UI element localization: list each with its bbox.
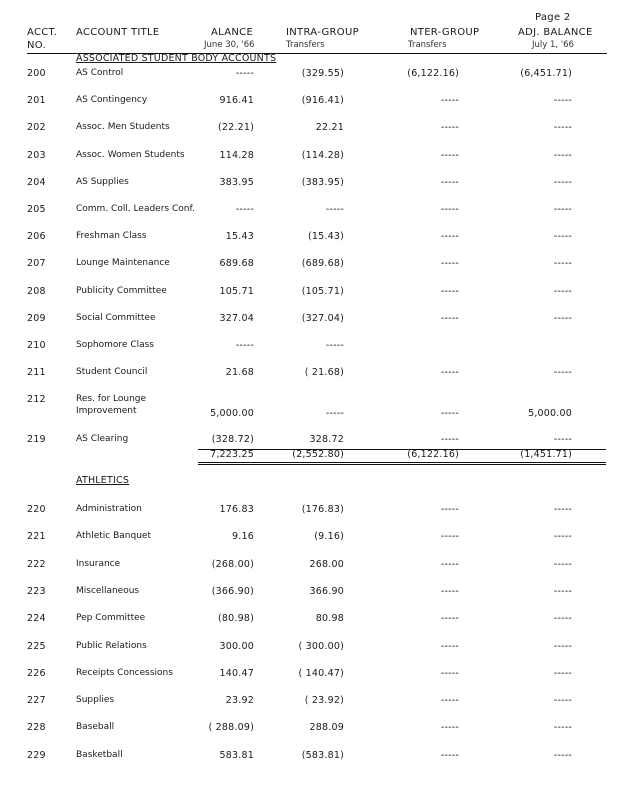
- cell-intra: -----: [325, 408, 344, 420]
- cell-intra: 268.00: [309, 558, 344, 570]
- cell-adj: -----: [553, 149, 572, 161]
- cell-no: 223: [27, 585, 46, 597]
- cell-balance: (80.98): [217, 613, 254, 625]
- cell-intra: (689.68): [301, 258, 344, 270]
- cell-adj: -----: [553, 367, 572, 379]
- cell-title: Receipts Concessions: [76, 667, 173, 678]
- cell-inter: -----: [440, 204, 459, 215]
- cell-inter: -----: [440, 176, 459, 188]
- cell-adj: 5,000.00: [528, 408, 572, 420]
- cell-balance: -----: [235, 340, 254, 351]
- cell-no: 201: [27, 95, 46, 107]
- cell-title: Miscellaneous: [76, 585, 140, 596]
- cell-adj: -----: [553, 722, 572, 734]
- cell-title: Social Committee: [76, 312, 156, 323]
- cell-title: Assoc. Men Students: [76, 122, 170, 133]
- cell-intra: (9.16): [314, 531, 344, 543]
- cell-inter: -----: [440, 149, 459, 161]
- cell-adj: -----: [553, 433, 572, 445]
- cell-adj: -----: [553, 231, 572, 243]
- section-title-asb: ASSOCIATED STUDENT BODY ACCOUNTS: [76, 53, 277, 64]
- cell-intra: 288.09: [309, 722, 344, 734]
- cell-adj: -----: [553, 558, 572, 570]
- cell-adj: -----: [553, 258, 572, 270]
- cell-title: Insurance: [76, 558, 121, 569]
- cell-title: Student Council: [76, 367, 148, 378]
- total-adj: (1,451.71): [520, 449, 572, 460]
- cell-no: 208: [27, 285, 46, 297]
- cell-intra: (383.95): [301, 176, 344, 188]
- cell-intra: (114.28): [301, 149, 344, 161]
- cell-no: 211: [27, 367, 46, 379]
- header-adj-balance: ADJ. BALANCE: [518, 27, 593, 38]
- cell-inter: -----: [440, 408, 459, 420]
- cell-no: 207: [27, 258, 46, 270]
- cell-no: 204: [27, 176, 46, 188]
- cell-inter: -----: [440, 558, 459, 570]
- cell-inter: -----: [440, 433, 459, 445]
- cell-adj: -----: [553, 122, 572, 134]
- cell-title: AS Supplies: [76, 176, 129, 187]
- cell-inter: -----: [440, 367, 459, 379]
- cell-title: Baseball: [76, 722, 115, 733]
- cell-title: Pep Committee: [76, 613, 146, 624]
- cell-no: 219: [27, 433, 46, 445]
- cell-title: Publicity Committee: [76, 285, 167, 296]
- cell-no: 220: [27, 504, 46, 515]
- cell-adj: -----: [553, 176, 572, 188]
- cell-adj: -----: [553, 204, 572, 215]
- cell-intra: 366.90: [309, 585, 344, 597]
- cell-intra: (916.41): [301, 95, 344, 107]
- cell-balance: 583.81: [219, 749, 254, 761]
- cell-balance: 300.00: [219, 640, 254, 652]
- cell-balance: (268.00): [211, 558, 254, 570]
- cell-adj: -----: [553, 749, 572, 761]
- cell-adj: -----: [553, 585, 572, 597]
- cell-adj: -----: [553, 95, 572, 107]
- cell-adj: -----: [553, 531, 572, 543]
- cell-title: AS Clearing: [76, 433, 129, 444]
- cell-inter: -----: [440, 95, 459, 107]
- header-balance-date: June 30, '66: [204, 40, 255, 50]
- cell-intra: (105.71): [301, 285, 344, 297]
- totals-rule-bottom-2: [198, 464, 606, 465]
- cell-balance: (22.21): [217, 122, 254, 134]
- cell-title: AS Control: [76, 68, 124, 78]
- cell-adj: -----: [553, 285, 572, 297]
- header-balance: ALANCE: [211, 27, 254, 38]
- cell-inter: -----: [440, 504, 459, 515]
- cell-inter: -----: [440, 667, 459, 679]
- cell-intra: 328.72: [309, 433, 344, 445]
- cell-no: 227: [27, 695, 46, 707]
- cell-balance: 114.28: [219, 149, 254, 161]
- header-account-title: ACCOUNT TITLE: [76, 27, 160, 38]
- cell-no: 200: [27, 68, 46, 79]
- header-intra-group: INTRA-GROUP: [286, 27, 359, 38]
- header-inter-group: NTER-GROUP: [410, 27, 480, 38]
- cell-title: Res. for Lounge: [76, 394, 147, 405]
- cell-title: Athletic Banquet: [76, 531, 151, 542]
- cell-balance: -----: [235, 204, 254, 215]
- cell-intra: ( 23.92): [304, 695, 344, 707]
- cell-adj: -----: [553, 504, 572, 515]
- cell-no: 225: [27, 640, 46, 652]
- cell-adj: -----: [553, 613, 572, 625]
- cell-balance: 383.95: [219, 176, 254, 188]
- cell-intra: ( 140.47): [298, 667, 344, 679]
- cell-title: AS Contingency: [76, 95, 148, 106]
- cell-title: Supplies: [76, 695, 115, 706]
- cell-no: 226: [27, 667, 46, 679]
- cell-inter: -----: [440, 585, 459, 597]
- cell-balance: 140.47: [219, 667, 254, 679]
- cell-balance: 15.43: [225, 231, 254, 243]
- cell-inter: (6,122.16): [407, 68, 459, 79]
- cell-adj: -----: [553, 695, 572, 707]
- cell-intra: -----: [325, 340, 344, 351]
- section-title-athletics: ATHLETICS: [76, 475, 130, 486]
- cell-intra: (583.81): [301, 749, 344, 761]
- cell-adj: -----: [553, 667, 572, 679]
- cell-inter: -----: [440, 695, 459, 707]
- cell-title: Basketball: [76, 749, 123, 760]
- cell-adj: -----: [553, 312, 572, 324]
- cell-no: 206: [27, 231, 46, 243]
- cell-no: 222: [27, 558, 46, 570]
- cell-inter: -----: [440, 312, 459, 324]
- cell-title-line2: Improvement: [76, 406, 137, 417]
- totals-rule-bottom-1: [198, 462, 606, 463]
- cell-title: Public Relations: [76, 640, 147, 651]
- cell-balance: 176.83: [219, 504, 254, 515]
- cell-inter: -----: [440, 122, 459, 134]
- cell-inter: -----: [440, 640, 459, 652]
- cell-balance: -----: [235, 68, 254, 79]
- cell-inter: -----: [440, 258, 459, 270]
- cell-balance: 105.71: [219, 285, 254, 297]
- cell-inter: -----: [440, 613, 459, 625]
- header-adj-date: July 1, '66: [532, 40, 574, 50]
- cell-balance: 916.41: [219, 95, 254, 107]
- cell-title: Lounge Maintenance: [76, 258, 170, 269]
- cell-no: 224: [27, 613, 46, 625]
- cell-no: 212: [27, 394, 46, 406]
- cell-inter: -----: [440, 231, 459, 243]
- cell-balance: 689.68: [219, 258, 254, 270]
- header-intra-transfers: Transfers: [286, 40, 325, 50]
- cell-inter: -----: [440, 531, 459, 543]
- cell-title: Comm. Coll. Leaders Conf.: [76, 204, 195, 214]
- cell-title: Administration: [76, 504, 142, 514]
- cell-no: 210: [27, 340, 46, 351]
- cell-no: 203: [27, 149, 46, 161]
- total-intra: (2,552.80): [292, 449, 344, 460]
- cell-no: 228: [27, 722, 46, 734]
- cell-balance: ( 288.09): [208, 722, 254, 734]
- cell-balance: 23.92: [225, 695, 254, 707]
- cell-balance: 9.16: [232, 531, 254, 543]
- cell-intra: (15.43): [307, 231, 344, 243]
- cell-intra: ( 300.00): [298, 640, 344, 652]
- cell-no: 229: [27, 749, 46, 761]
- cell-balance: 21.68: [225, 367, 254, 379]
- cell-inter: -----: [440, 285, 459, 297]
- cell-balance: (328.72): [211, 433, 254, 445]
- cell-intra: 22.21: [315, 122, 344, 134]
- total-balance: 7,223.25: [210, 449, 254, 460]
- cell-title: Assoc. Women Students: [76, 149, 185, 160]
- cell-intra: (329.55): [301, 68, 344, 79]
- cell-balance: (366.90): [211, 585, 254, 597]
- total-inter: (6,122.16): [407, 449, 459, 460]
- cell-title: Sophomore Class: [76, 340, 154, 350]
- cell-balance: 5,000.00: [210, 408, 254, 420]
- cell-inter: -----: [440, 749, 459, 761]
- cell-no: 205: [27, 204, 46, 215]
- cell-intra: 80.98: [315, 613, 344, 625]
- cell-adj: (6,451.71): [520, 68, 572, 79]
- cell-no: 209: [27, 312, 46, 324]
- header-acct-no: NO.: [27, 40, 47, 51]
- header-acct: ACCT.: [27, 27, 58, 38]
- cell-intra: (327.04): [301, 312, 344, 324]
- cell-intra: ( 21.68): [304, 367, 344, 379]
- cell-inter: -----: [440, 722, 459, 734]
- cell-intra: -----: [325, 204, 344, 215]
- cell-adj: -----: [553, 640, 572, 652]
- cell-intra: (176.83): [301, 504, 344, 515]
- page-number: Page 2: [535, 12, 571, 23]
- cell-title: Freshman Class: [76, 231, 147, 242]
- cell-no: 221: [27, 531, 46, 543]
- header-inter-transfers: Transfers: [408, 40, 447, 50]
- cell-no: 202: [27, 122, 46, 134]
- cell-balance: 327.04: [219, 312, 254, 324]
